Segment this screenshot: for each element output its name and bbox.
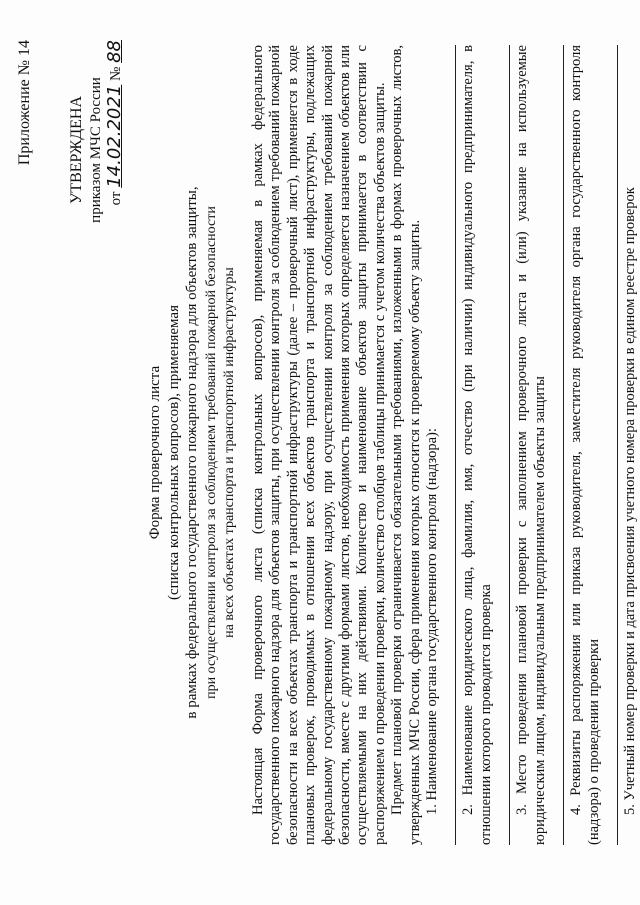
order-date-line [106,40,125,205]
form-scope-line-3: на всех объектах транспорта и транспортной инфраструктуры [222,267,237,638]
item-4: 4. Реквизиты распоряжения или приказа руководителя, заместителя руководителя органа государственного контроля (надзора) о проведении проверки [568,45,602,845]
form-title: Форма проверочного листа [147,365,163,540]
order-number: 88 [104,40,125,63]
number-prefix: № [108,66,124,81]
date-prefix: от [108,191,124,206]
item-2-fill-line[interactable] [497,45,510,845]
item-1 [424,45,441,845]
item-3: 3. Место проведения плановой проверки с заполнением проверочного листа и (или) указание на используемые юридическим лицом, индивидуальным предпринимателем объекты защиты [514,45,548,845]
item-4-fill-line[interactable] [605,45,618,845]
item-1-fill-line[interactable] [443,45,456,845]
document-body [250,45,640,845]
order-reference: приказом МЧС России [88,77,104,223]
form-scope-line-2: при осуществлении контроля за соблюдением требований пожарной безопасности [204,206,219,699]
form-subtitle: (списка контрольных вопросов), применяемая [166,305,182,600]
approved-stamp: УТВЕРЖДЕНА [68,96,85,205]
item-1-text: 1. Наименование органа государственного контроля (надзора): [424,428,441,815]
appendix-number: Приложение № 14 [16,40,33,166]
subject-paragraph: Предмет плановой проверки ограничивается обязательными требованиями, изложенными в формах проверочных листов, утвержденных МЧС России, сфера применения которых относится к проверяемому объекту защиты. [389,45,423,845]
item-5: 5. Учетный номер проверки и дата присвоения учетного номера проверки в едином реестре проверок [621,187,638,815]
intro-paragraph: Настоящая Форма проверочного листа (списка контрольных вопросов), применяемая в рамках федерального государственного пожарного надзора для объектов защиты, при осуществлении контроля за соблюдением требований пожарной безопасности на всех объектах транспорта и транспортной инфраструктуры (далее – проверочный лист), применяется в ходе плановых проверок, проводимых в отношении всех объектов транспорта и транспортной инфраструктуры, подлежащих федеральному государственному пожарному надзору, при осуществлении контроля за соблюдением требований пожарной безопасности, вместе с другими формами листов, необходимость применения которых определяется назначением объектов или осуществляемыми на них действиями. Количество и наименование объектов защиты принимается в соответствии с распоряжением о проведении проверки, количество столбцов таблицы принимается с учетом количества объектов защиты. [250,45,388,845]
form-scope-line-1: в рамках федерального государственного пожарного надзора для объектов защиты, [184,186,200,719]
item-3-fill-line[interactable] [551,45,564,845]
order-date: 14.02.2021 [104,84,125,188]
item-2: 2. Наименование юридического лица, фамилия, имя, отчество (при наличии) индивидуального предпринимателя, в отношении которого проводится проверка [460,45,494,845]
